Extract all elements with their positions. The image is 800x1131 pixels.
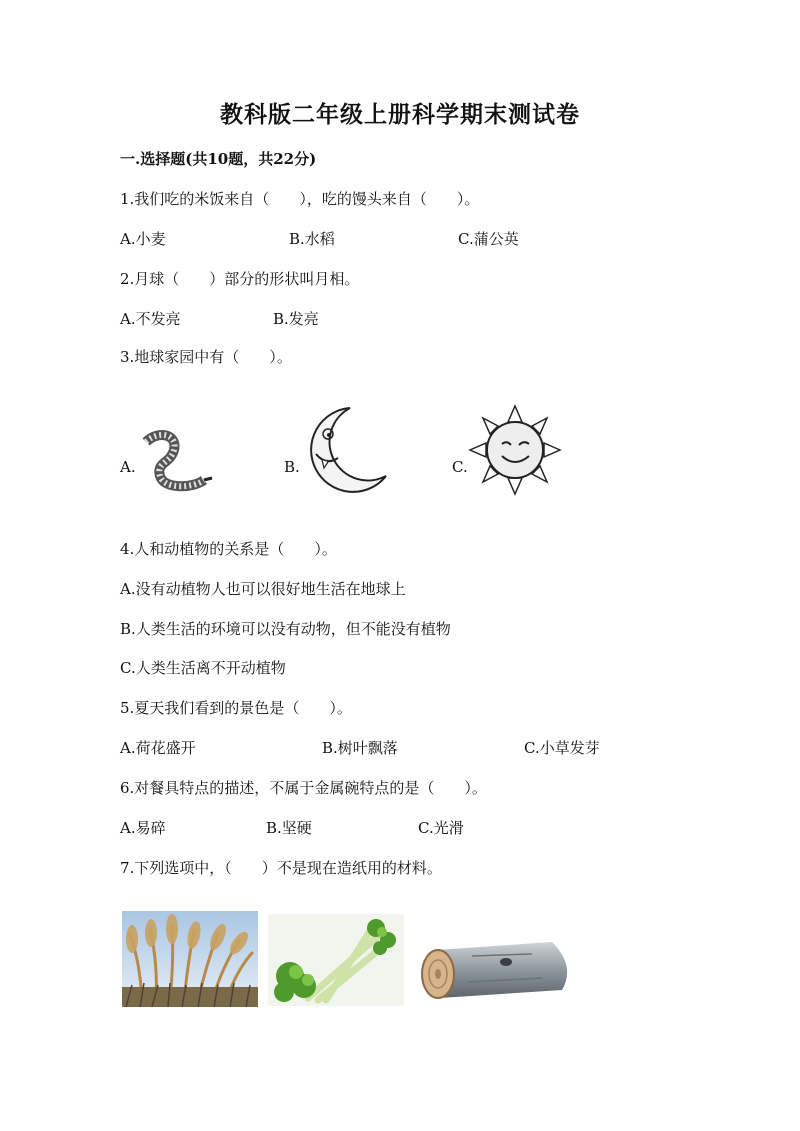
q3-option-b: B. <box>284 458 300 476</box>
crescent-moon-face-image <box>298 402 390 498</box>
question-1: 1.我们吃的米饭来自（ ），吃的馒头来自（ ）。 <box>120 190 480 208</box>
q5-option-b: B.树叶飘落 <box>322 739 398 757</box>
q2-option-a: A.不发亮 <box>120 310 181 328</box>
q6-option-c: C.光滑 <box>418 819 464 837</box>
question-2: 2.月球（ ）部分的形状叫月相。 <box>120 270 360 288</box>
q4-option-a: A.没有动植物人也可以很好地生活在地球上 <box>120 580 406 598</box>
q5-option-c: C.小草发芽 <box>524 739 600 757</box>
question-7: 7.下列选项中，（ ）不是现在造纸用的材料。 <box>120 859 442 877</box>
wood-log-photo <box>412 936 576 1002</box>
q4-option-b: B.人类生活的环境可以没有动物，但不能没有植物 <box>120 620 451 638</box>
q6-option-a: A.易碎 <box>120 819 166 837</box>
q4-option-c: C.人类生活离不开动植物 <box>120 659 286 677</box>
q6-option-b: B.坚硬 <box>266 819 312 837</box>
q1-option-a: A.小麦 <box>120 230 166 248</box>
question-4: 4.人和动植物的关系是（ ）。 <box>120 540 337 558</box>
question-6: 6.对餐具特点的描述，不属于金属碗特点的是（ ）。 <box>120 779 487 797</box>
question-3: 3.地球家园中有（ ）。 <box>120 348 292 366</box>
question-5: 5.夏天我们看到的景色是（ ）。 <box>120 699 352 717</box>
sun-face-image <box>468 404 562 496</box>
reed-grass-photo <box>122 911 258 1007</box>
page-title: 教科版二年级上册科学期末测试卷 <box>220 101 580 128</box>
section-heading: 一.选择题(共10题，共22分) <box>120 150 317 168</box>
q3-option-c: C. <box>452 458 468 476</box>
q1-option-b: B.水稻 <box>289 230 335 248</box>
q3-option-a: A. <box>120 458 136 476</box>
earthworm-image <box>138 428 216 498</box>
q2-option-b: B.发亮 <box>273 310 319 328</box>
q5-option-a: A.荷花盛开 <box>120 739 196 757</box>
q1-option-c: C.蒲公英 <box>458 230 519 248</box>
celery-photo <box>268 914 404 1006</box>
